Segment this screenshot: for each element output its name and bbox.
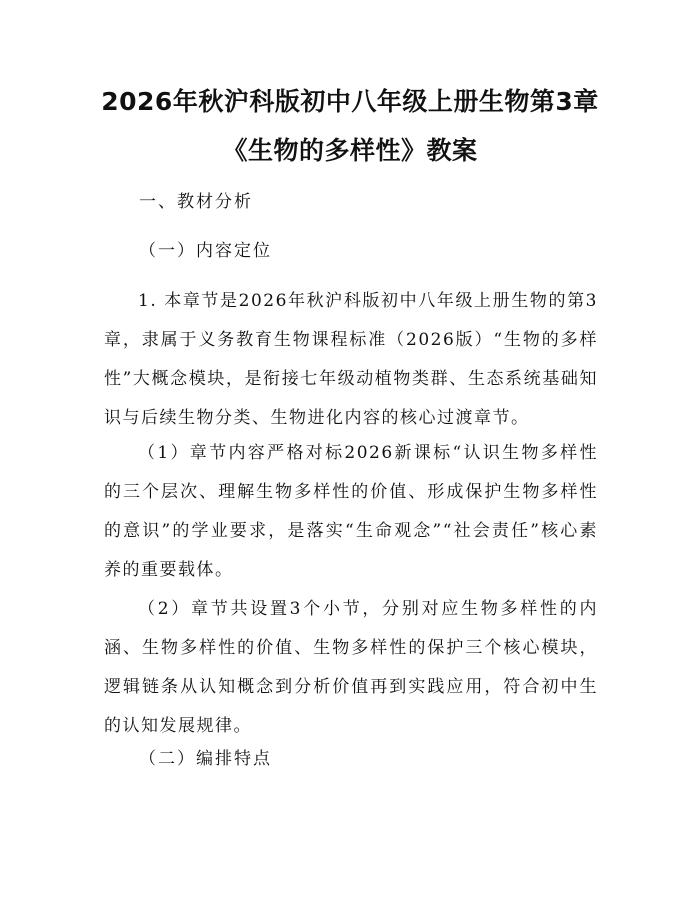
document-title-line-2: 《生物的多样性》教案 — [222, 136, 478, 165]
section-heading-teaching-material-analysis: 一、教材分析 — [139, 192, 253, 212]
paragraph-chapter-overview: 1. 本章节是2026年秋沪科版初中八年级上册生物的第3章，隶属于义务教育生物课程标准（2026版）“生物的多样性”大概念模块，是衔接七年级动植物类群、生态系统基础知识与后续生物分类、生物进化内容的核心过渡章节。 — [104, 291, 598, 428]
paragraph-curriculum-alignment: （1）章节内容严格对标2026新课标“认识生物多样性的三个层次、理解生物多样性的价值、形成保护生物多样性的意识”的学业要求，是落实“生命观念”“社会责任”核心素养的重要载体。 — [104, 443, 598, 580]
subsection-heading-arrangement-features: （二）编排特点 — [139, 749, 272, 769]
paragraph-section-structure: （2）章节共设置3个小节，分别对应生物多样性的内涵、生物多样性的价值、生物多样性的保护三个核心模块，逻辑链条从认知概念到分析价值再到实践应用，符合初中生的认知发展规律。 — [104, 599, 598, 736]
document-title-line-1: 2026年秋沪科版初中八年级上册生物第3章 — [101, 87, 599, 116]
subsection-heading-content-positioning: （一）内容定位 — [139, 241, 272, 261]
